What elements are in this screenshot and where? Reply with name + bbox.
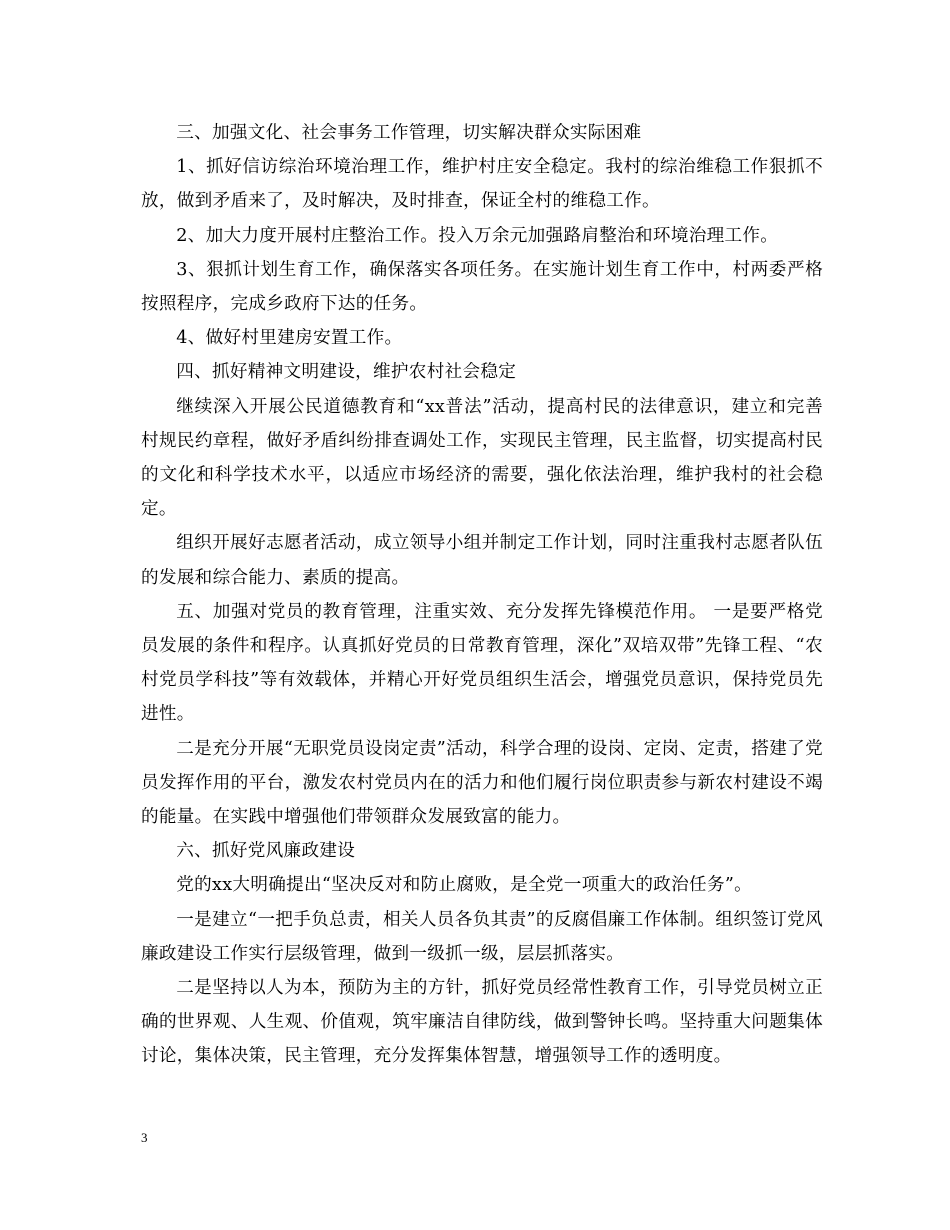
section-heading-clean-government: 六、抓好党风廉政建设 — [176, 841, 356, 862]
section-heading-party-member-education: 五、加强对党员的教育管理，注重实效、充分发挥先锋模范作用。 一是要严格党员发展的条件和程序。认真抓好党员的日常教育管理，深化”双培双带”先锋工程、“农村党员学科技”等有效载体，并精心开好党员组织生活会，增强党员意识，保持党员先进性。 — [141, 601, 823, 725]
paragraph-petition-security: 1、抓好信访综治环境治理工作，维护村庄安全稳定。我村的综治维稳工作狠抓不放，做到矛盾来了，及时解决，及时排查，保证全村的维稳工作。 — [141, 157, 823, 212]
section-heading-spiritual-civilization: 四、抓好精神文明建设，维护农村社会稳定 — [176, 362, 517, 383]
paragraph-housing-resettlement: 4、做好村里建房安置工作。 — [176, 328, 403, 349]
paragraph-volunteer-activities: 组织开展好志愿者活动，成立领导小组并制定工作计划，同时注重我村志愿者队伍的发展和综合能力、素质的提高。 — [141, 533, 823, 588]
page-number: 3 — [141, 1130, 148, 1145]
paragraph-family-planning: 3、狠抓计划生育工作，确保落实各项任务。在实施计划生育工作中，村两委严格按照程序，完成乡政府下达的任务。 — [141, 259, 823, 315]
paragraph-village-renovation: 2、加大力度开展村庄整治工作。投入万余元加强路肩整治和环境治理工作。 — [176, 225, 779, 246]
paragraph-prevention-policy: 二是坚持以人为本，预防为主的方针，抓好党员经常性教育工作，引导党员树立正确的世界观、人生观、价值观，筑牢廉洁自律防线，做到警钟长鸣。坚持重大问题集体讨论，集体决策，民主管理，充分发挥集体智慧，增强领导工作的透明度。 — [141, 978, 823, 1067]
section-heading-culture-affairs: 三、加强文化、社会事务工作管理，切实解决群众实际困难 — [176, 123, 642, 143]
paragraph-moral-education: 继续深入开展公民道德教育和“xx普法”活动，提高村民的法律意识，建立和完善村规民约章程，做好矛盾纠纷排查调处工作，实现民主管理，民主监督，切实提高村民的文化和科学技术水平，以适应市场经济的需要，强化依法治理，维护我村的社会稳定。 — [141, 396, 823, 520]
paragraph-responsibility-system: 一是建立“一把手负总责，相关人员各负其责”的反腐倡廉工作体制。组织签订党风廉政建设工作实行层级管理，做到一级抓一级，层层抓落实。 — [141, 909, 823, 964]
paragraph-party-member-posts: 二是充分开展“无职党员设岗定责”活动，科学合理的设岗、定岗、定责，搭建了党员发挥作用的平台，激发农村党员内在的活力和他们履行岗位职责参与新农村建设不竭的能量。在实践中增强他们带领群众发展致富的能力。 — [141, 738, 823, 828]
paragraph-anti-corruption-task: 党的xx大明确提出“坚决反对和防止腐败，是全党一项重大的政治任务”。 — [176, 875, 753, 896]
document-body — [141, 116, 823, 1074]
